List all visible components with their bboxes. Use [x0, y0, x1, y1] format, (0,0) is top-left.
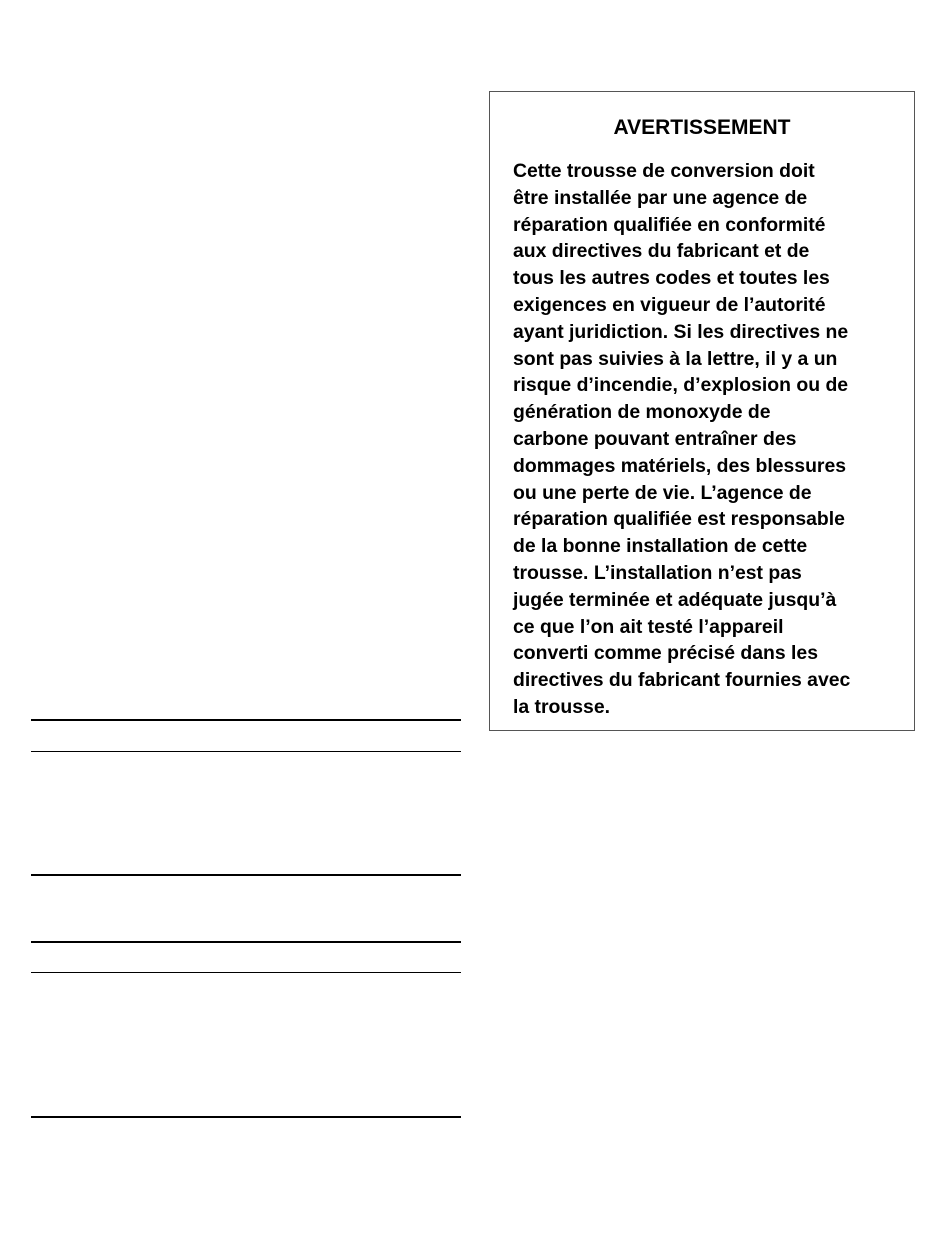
warning-text-line: converti comme précisé dans les	[513, 642, 819, 665]
warning-text	[513, 158, 850, 721]
warning-text-line: sont pas suivies à la lettre, il y a un	[513, 347, 838, 370]
warning-text-line: aux directives du fabricant et de	[513, 240, 810, 263]
horizontal-rule	[31, 941, 461, 943]
warning-text-line: dommages matériels, des blessures	[513, 454, 847, 477]
horizontal-rule	[31, 972, 461, 973]
warning-text-line: risque d’incendie, d’explosion ou de	[513, 374, 849, 397]
horizontal-rule	[31, 719, 461, 721]
warning-title: AVERTISSEMENT	[613, 116, 791, 139]
horizontal-rule	[31, 874, 461, 876]
horizontal-rule	[31, 751, 461, 752]
warning-text-line: réparation qualifiée en conformité	[513, 213, 826, 236]
warning-text-line: carbone pouvant entraîner des	[513, 427, 797, 450]
warning-text-line: directives du fabricant fournies avec	[513, 669, 851, 692]
warning-text-line: la trousse.	[513, 695, 610, 718]
horizontal-rule	[31, 1116, 461, 1118]
warning-text-line: ayant juridiction. Si les directives ne	[513, 320, 849, 343]
warning-text-line: jugée terminée et adéquate jusqu’à	[513, 588, 837, 611]
warning-text-line: être installée par une agence de	[513, 186, 808, 209]
warning-text-line: réparation qualifiée est responsable	[513, 508, 845, 531]
warning-text-line: génération de monoxyde de	[513, 401, 771, 424]
warning-text-line: Cette trousse de conversion doit	[513, 160, 815, 182]
warning-text-line: exigences en vigueur de l’autorité	[513, 293, 826, 316]
warning-text-line: ou une perte de vie. L’agence de	[513, 481, 812, 504]
warning-text-line: trousse. L’installation n’est pas	[513, 561, 802, 584]
warning-text-line: tous les autres codes et toutes les	[513, 267, 830, 290]
warning-text-line: ce que l’on ait testé l’appareil	[513, 615, 784, 638]
warning-text-line: de la bonne installation de cette	[513, 535, 808, 558]
